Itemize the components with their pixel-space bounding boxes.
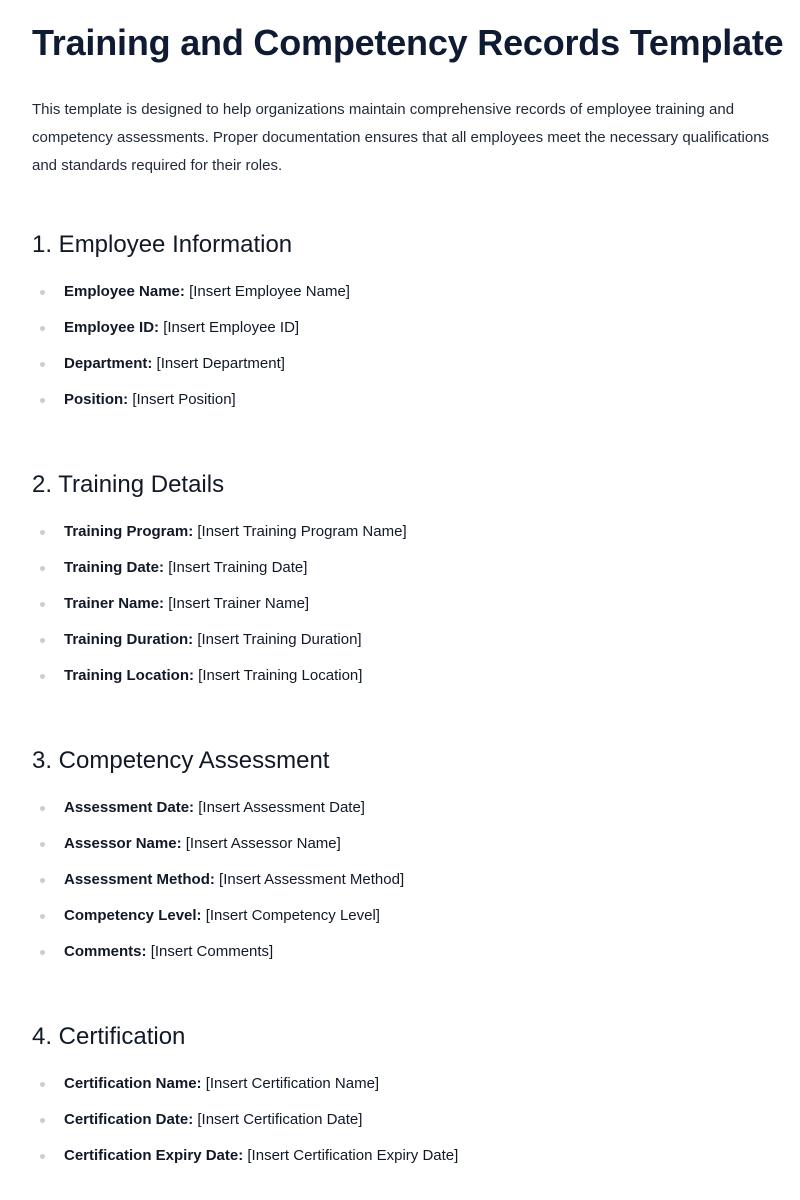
field-label: Certification Name: (64, 1075, 202, 1092)
bullet-icon (40, 842, 45, 847)
section-certification (32, 1020, 772, 1164)
page-title: Training and Competency Records Template (32, 22, 784, 63)
field-list (32, 280, 772, 424)
bullet-icon (40, 362, 45, 367)
field-list (32, 520, 772, 700)
section-training-details (32, 468, 772, 684)
section-heading: 1. Employee Information (32, 231, 293, 258)
field-label: Department: (64, 355, 153, 372)
field-value: [Insert Employee Name] (189, 283, 350, 300)
field-label: Assessment Method: (64, 871, 215, 888)
field-label: Certification Expiry Date: (64, 1147, 244, 1164)
bullet-icon (40, 1082, 45, 1087)
field-label: Assessment Date: (64, 799, 195, 816)
bullet-icon (40, 806, 45, 811)
bullet-icon (40, 914, 45, 919)
field-label: Training Program: (64, 523, 194, 540)
list-item (32, 352, 772, 388)
field-value: [Insert Training Location] (198, 667, 363, 684)
bullet-icon (40, 398, 45, 403)
field-list (32, 796, 772, 976)
field-value: [Insert Certification Expiry Date] (247, 1147, 459, 1164)
list-item (32, 1144, 772, 1180)
bullet-icon (40, 1154, 45, 1159)
section-heading: 2. Training Details (32, 471, 225, 498)
list-item (32, 1108, 772, 1144)
field-label: Training Date: (64, 559, 165, 576)
bullet-icon (40, 566, 45, 571)
field-label: Employee Name: (64, 283, 185, 300)
bullet-icon (40, 674, 45, 679)
list-item (32, 280, 772, 316)
field-label: Trainer Name: (64, 595, 165, 612)
list-item (32, 556, 772, 592)
section-heading: 4. Certification (32, 1023, 186, 1050)
field-label: Training Location: (64, 667, 194, 684)
list-item (32, 1072, 772, 1108)
list-item (32, 388, 772, 424)
field-value: [Insert Assessor Name] (185, 835, 341, 852)
list-item (32, 796, 772, 832)
bullet-icon (40, 1118, 45, 1123)
field-value: [Insert Department] (156, 355, 285, 372)
bullet-icon (40, 638, 45, 643)
field-value: [Insert Position] (132, 391, 236, 408)
bullet-icon (40, 530, 45, 535)
field-value: [Insert Trainer Name] (168, 595, 310, 612)
field-list (32, 1072, 772, 1180)
section-competency-assessment (32, 744, 772, 960)
field-value: [Insert Training Date] (168, 559, 308, 576)
list-item (32, 940, 772, 976)
field-label: Certification Date: (64, 1111, 194, 1128)
field-label: Position: (64, 391, 129, 408)
bullet-icon (40, 290, 45, 295)
list-item (32, 832, 772, 868)
bullet-icon (40, 950, 45, 955)
list-item (32, 592, 772, 628)
bullet-icon (40, 878, 45, 883)
list-item (32, 628, 772, 664)
section-employee-information (32, 228, 772, 408)
section-heading: 3. Competency Assessment (32, 747, 330, 774)
field-value: [Insert Certification Name] (205, 1075, 380, 1092)
field-value: [Insert Employee ID] (163, 319, 300, 336)
field-label: Training Duration: (64, 631, 194, 648)
intro-paragraph: This template is designed to help organizations maintain comprehensive records of employee training and competency assessments. Proper documentation ensures that all employees meet the necessary qualifications and standards required for their roles. (32, 101, 770, 174)
field-value: [Insert Certification Date] (197, 1111, 363, 1128)
list-item (32, 868, 772, 904)
list-item (32, 316, 772, 352)
field-value: [Insert Assessment Date] (198, 799, 365, 816)
field-value: [Insert Comments] (150, 943, 274, 960)
field-label: Competency Level: (64, 907, 202, 924)
bullet-icon (40, 602, 45, 607)
list-item (32, 904, 772, 940)
field-label: Comments: (64, 943, 147, 960)
field-value: [Insert Training Duration] (197, 631, 362, 648)
bullet-icon (40, 326, 45, 331)
field-value: [Insert Competency Level] (205, 907, 380, 924)
field-value: [Insert Training Program Name] (197, 523, 407, 540)
field-label: Employee ID: (64, 319, 160, 336)
list-item (32, 520, 772, 556)
list-item (32, 664, 772, 700)
field-label: Assessor Name: (64, 835, 182, 852)
field-value: [Insert Assessment Method] (219, 871, 405, 888)
